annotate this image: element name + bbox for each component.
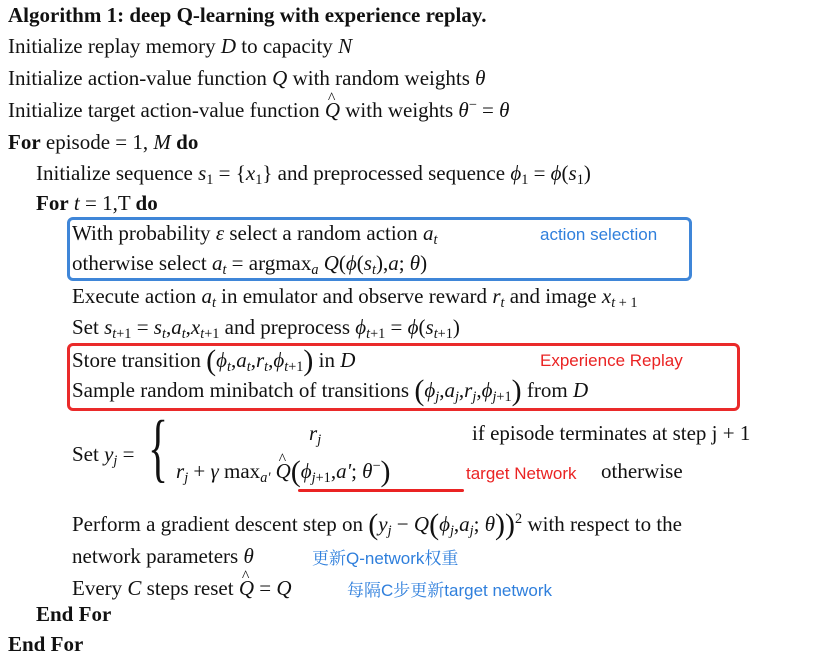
line-set-y-case1-value: $r_j$ xyxy=(309,421,322,448)
annotation-experience-replay: Experience Replay xyxy=(540,351,683,370)
line-select-greedy: otherwise select $a_t = argmax_a$ $Q(\phi(s_t),a$; θ) xyxy=(72,251,428,278)
annotation-action-selection: action selection xyxy=(540,225,658,244)
target-network-underline xyxy=(298,489,464,492)
line-init-q: Initialize action-value function Q with random weights θ xyxy=(8,66,486,90)
line-set-y-case1-condition: if episode terminates at step j + 1 xyxy=(472,421,751,445)
line-sample: Sample random minibatch of transitions $(\phi_j,a_j,r_j,\phi_{j+1})$ from D xyxy=(72,374,589,407)
line-end-for-outer: End For xyxy=(8,632,84,656)
line-set-state: Set $s_{t+1} = s_t,a_t,x_{t+1}$ and preprocess $\phi_{t+1} = \phi(s_{t+1})$ xyxy=(72,315,460,342)
line-init-target: Initialize target action-value function ^ Q with weights θ− = θ xyxy=(8,96,509,124)
line-store: Store transition $(\phi_t,a_t,r_t,\phi_{t+1})$ in D xyxy=(72,344,356,377)
line-end-for-inner: End For xyxy=(36,602,112,626)
annotation-target-network: target Network xyxy=(466,464,577,483)
line-set-y-case2-value: $r_j + \gamma$ $\max_{a'}$ ^ $Q(\phi_{j+1},a'$; θ−) xyxy=(176,457,391,485)
line-for-t: For t = 1,T do xyxy=(36,191,158,215)
left-brace: { xyxy=(148,406,169,490)
line-for-episode: For episode = 1, M do xyxy=(8,130,199,154)
line-set-y-case2-condition: otherwise xyxy=(601,459,683,483)
annotation-update-target: 每隔C步更新target network xyxy=(347,581,552,600)
line-execute: Execute action $a_t$ in emulator and observe reward $r_t$ and image $x_{t + 1}$ xyxy=(72,284,638,311)
line-set-y-label: Set $y_j$ = xyxy=(72,442,135,469)
line-select-random: With probability ε select a random action $a_t$ xyxy=(72,221,438,248)
line-gradient-2: network parameters θ xyxy=(72,544,254,568)
line-init-memory: Initialize replay memory D to capacity N xyxy=(8,34,353,58)
line-reset: Every C steps reset ^ Q = Q xyxy=(72,574,292,602)
algorithm-title: Algorithm 1: deep Q-learning with experience replay. xyxy=(8,3,487,27)
line-gradient-1: Perform a gradient descent step on ($y_j - Q(\phi_j,a_j$; θ))$^2$ with respect to the xyxy=(72,508,682,541)
annotation-update-q: 更新Q-network权重 xyxy=(312,549,459,568)
line-init-sequence: Initialize sequence $s_1 = \{x_1\}$ and preprocessed sequence $\phi_1 = \phi(s_1)$ xyxy=(36,161,591,188)
